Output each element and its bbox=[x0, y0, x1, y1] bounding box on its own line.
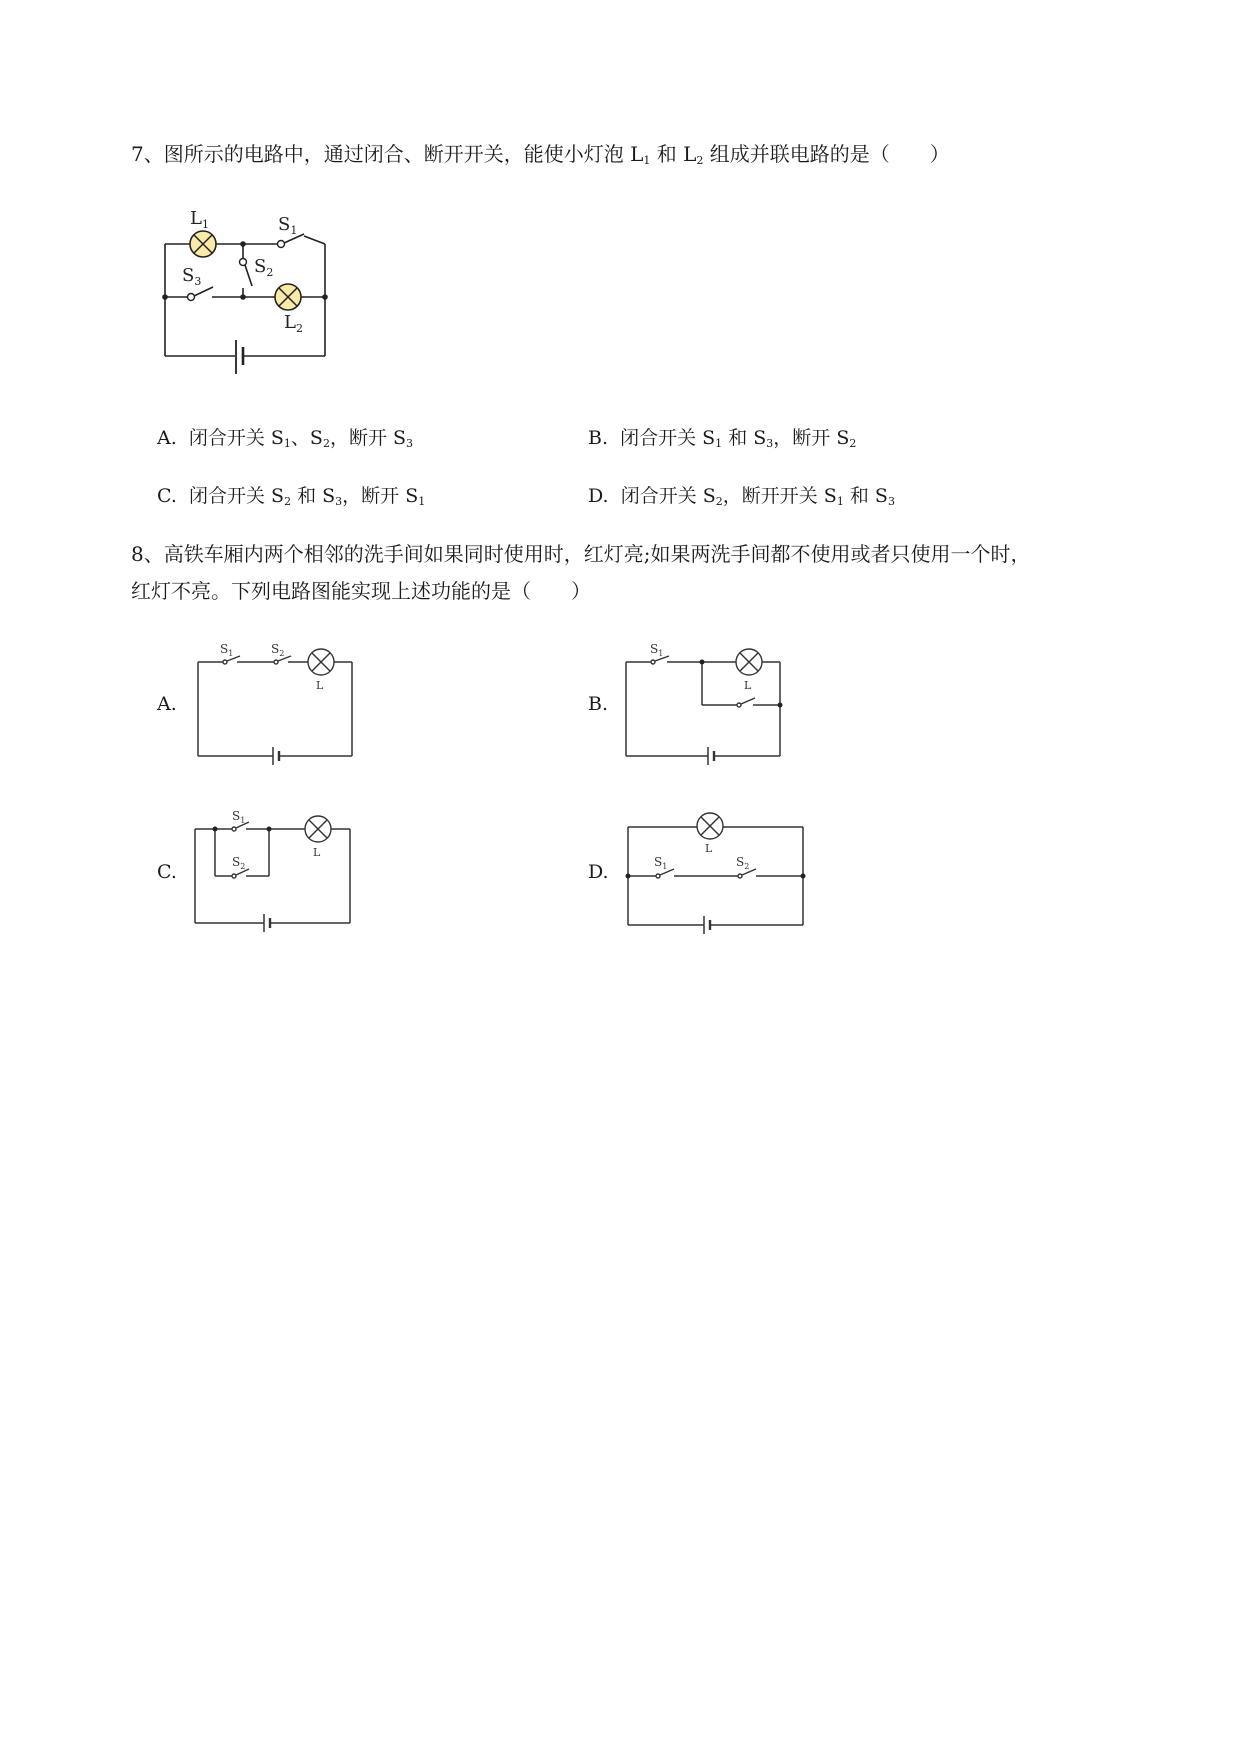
q8-option-A-circuit[interactable] bbox=[190, 635, 365, 765]
q8d-label-S1: $S_1$ bbox=[654, 855, 668, 871]
q8a-label-L: L bbox=[316, 679, 324, 692]
q8-option-B-letter[interactable]: B. bbox=[588, 693, 609, 715]
option-subscript: 2 bbox=[849, 437, 857, 450]
q8b-lamp bbox=[736, 649, 762, 675]
option-text: 、S bbox=[290, 427, 323, 449]
option-subscript: 3 bbox=[335, 495, 343, 508]
option-text: ，断开 S bbox=[342, 485, 419, 507]
q8a-label-S1: $S_1$ bbox=[220, 642, 234, 658]
option-text: ，断开 S bbox=[773, 427, 850, 449]
option-subscript: 2 bbox=[715, 495, 723, 508]
q8c-battery bbox=[264, 914, 270, 932]
q8c-label-S1: $S_1$ bbox=[232, 809, 246, 825]
q8d-lamp bbox=[697, 813, 723, 839]
option-text: 和 S bbox=[722, 427, 767, 449]
q8c-lamp bbox=[305, 816, 331, 842]
option-subscript: 3 bbox=[766, 437, 774, 450]
q8-option-D-letter[interactable]: D. bbox=[588, 861, 609, 883]
q8-option-A-letter[interactable]: A. bbox=[157, 693, 177, 715]
option-text: 闭合开关 S bbox=[620, 427, 716, 449]
q7-option-D[interactable] bbox=[588, 483, 895, 515]
q8-option-C-circuit[interactable] bbox=[188, 800, 363, 932]
q8d-label-L: L bbox=[705, 842, 713, 855]
option-letter: D. bbox=[588, 485, 609, 507]
option-text: ，断开开关 S bbox=[722, 485, 837, 507]
q7-switch-S3 bbox=[188, 287, 214, 301]
option-subscript: 1 bbox=[715, 437, 723, 450]
q8c-label-S2: $S_2$ bbox=[232, 855, 246, 871]
option-subscript: 1 bbox=[836, 495, 844, 508]
q8-option-B-circuit[interactable] bbox=[618, 635, 793, 765]
option-subscript: 2 bbox=[322, 437, 330, 450]
q8-option-C-letter[interactable]: C. bbox=[157, 861, 177, 883]
q7-label-S2: $S_2$ bbox=[254, 256, 274, 279]
q7-L1-subscript: 1 bbox=[643, 154, 651, 167]
q7-text-and: 和 L bbox=[650, 142, 697, 166]
q8b-switch-S2 bbox=[737, 698, 755, 707]
question-8-line-1: 8、高铁车厢内两个相邻的洗手间如果同时使用时，红灯亮;如果两洗手间都不使用或者只使用一个时， bbox=[131, 542, 1031, 566]
q7-label-S3: $S_3$ bbox=[182, 265, 202, 288]
q7-lamp-L1 bbox=[190, 231, 216, 257]
q7-option-B[interactable] bbox=[588, 425, 856, 457]
option-text: 和 S bbox=[843, 485, 888, 507]
q8a-label-S2: $S_2$ bbox=[271, 642, 285, 658]
option-text: 闭合开关 S bbox=[188, 427, 284, 449]
q7-option-A[interactable] bbox=[157, 425, 413, 457]
q8b-label-L: L bbox=[744, 679, 752, 692]
q7-switch-S2 bbox=[240, 259, 253, 287]
q8b-label-S1: $S_1$ bbox=[650, 642, 664, 658]
q8d-battery bbox=[704, 916, 710, 934]
q8a-lamp bbox=[308, 649, 334, 675]
option-subscript: 1 bbox=[418, 495, 426, 508]
q7-circuit-figure bbox=[150, 200, 350, 390]
option-letter: B. bbox=[588, 427, 609, 449]
q8d-label-S2: $S_2$ bbox=[736, 855, 750, 871]
q7-text-start: 7、图所示的电路中，通过闭合、断开开关，能使小灯泡 L bbox=[131, 142, 644, 166]
q7-option-C[interactable] bbox=[157, 483, 425, 515]
option-text: 和 S bbox=[291, 485, 336, 507]
question-7-stem bbox=[131, 140, 950, 175]
option-text: 闭合开关 S bbox=[189, 485, 285, 507]
option-subscript: 1 bbox=[283, 437, 291, 450]
option-letter: A. bbox=[157, 427, 177, 449]
q7-L2-subscript: 2 bbox=[696, 154, 704, 167]
q8a-battery bbox=[273, 747, 279, 765]
q8-option-D-circuit[interactable] bbox=[620, 800, 815, 934]
option-subscript: 3 bbox=[406, 437, 414, 450]
q8b-battery bbox=[708, 747, 714, 765]
question-8-line-2: 红灯不亮。下列电路图能实现上述功能的是（ ） bbox=[131, 579, 591, 603]
option-subscript: 3 bbox=[887, 495, 895, 508]
q7-lamp-L2 bbox=[275, 284, 301, 310]
option-subscript: 2 bbox=[284, 495, 292, 508]
q7-text-end: 组成并联电路的是（ ） bbox=[703, 142, 950, 166]
option-text: 闭合开关 S bbox=[620, 485, 716, 507]
option-letter: C. bbox=[157, 485, 177, 507]
q8c-label-L: L bbox=[313, 846, 321, 859]
q7-label-S1: $S_1$ bbox=[278, 214, 298, 237]
q7-battery bbox=[236, 340, 243, 374]
q7-label-L1: $L_1$ bbox=[190, 208, 209, 231]
q7-wire bbox=[304, 236, 325, 244]
option-text: ，断开 S bbox=[329, 427, 407, 449]
q7-label-L2: $L_2$ bbox=[284, 312, 303, 335]
